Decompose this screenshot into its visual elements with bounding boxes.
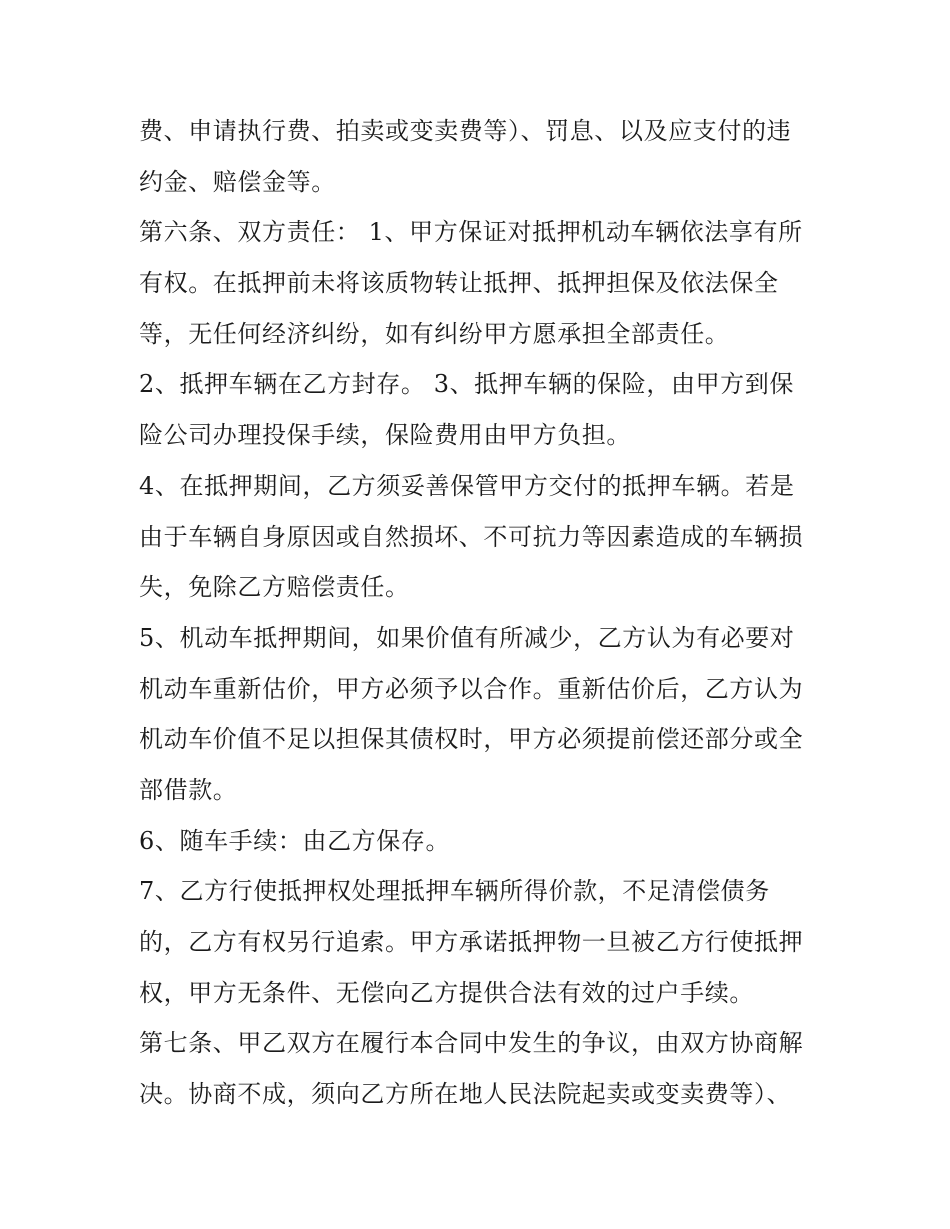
text-line: 7、乙方行使抵押权处理抵押车辆所得价款，不足清偿债务 bbox=[139, 877, 770, 906]
text-line: 由于车辆自身原因或自然损坏、不可抗力等因素造成的车辆损 bbox=[139, 522, 804, 551]
text-line: 决。协商不成，须向乙方所在地人民法院起卖或变卖费等）、 bbox=[139, 1080, 792, 1109]
text-line: 部借款。 bbox=[139, 775, 238, 804]
text-line: 第六条、双方责任： 1、甲方保证对抵押机动车辆依法享有所 bbox=[139, 218, 803, 247]
text-line: 权，甲方无条件、无偿向乙方提供合法有效的过户手续。 bbox=[139, 978, 754, 1007]
text-line: 失，免除乙方赔偿责任。 bbox=[139, 573, 410, 602]
text-line: 机动车重新估价，甲方必须予以合作。重新估价后，乙方认为 bbox=[139, 674, 804, 703]
text-line: 等，无任何经济纠纷，如有纠纷甲方愿承担全部责任。 bbox=[139, 319, 730, 348]
text-line: 有权。在抵押前未将该质物转让抵押、抵押担保及依法保全 bbox=[139, 269, 779, 298]
text-line: 5、机动车抵押期间，如果价值有所减少，乙方认为有必要对 bbox=[139, 623, 795, 652]
document-body bbox=[139, 106, 819, 1120]
text-line: 约金、赔偿金等。 bbox=[139, 167, 336, 196]
text-line: 4、在抵押期间，乙方须妥善保管甲方交付的抵押车辆。若是 bbox=[139, 471, 795, 500]
text-line: 的，乙方有权另行追索。甲方承诺抵押物一旦被乙方行使抵押 bbox=[139, 928, 804, 956]
text-line: 2、抵押车辆在乙方封存。 3、抵押车辆的保险，由甲方到保 bbox=[139, 370, 794, 399]
text-line: 6、随车手续：由乙方保存。 bbox=[139, 826, 451, 855]
text-line: 费、申请执行费、拍卖或变卖费等）、罚息、以及应支付的违 bbox=[139, 117, 792, 145]
text-line: 第七条、甲乙双方在履行本合同中发生的争议，由双方协商解 bbox=[139, 1029, 804, 1058]
text-line: 险公司办理投保手续，保险费用由甲方负担。 bbox=[139, 421, 631, 450]
text-line: 机动车价值不足以担保其债权时，甲方必须提前偿还部分或全 bbox=[139, 725, 804, 754]
